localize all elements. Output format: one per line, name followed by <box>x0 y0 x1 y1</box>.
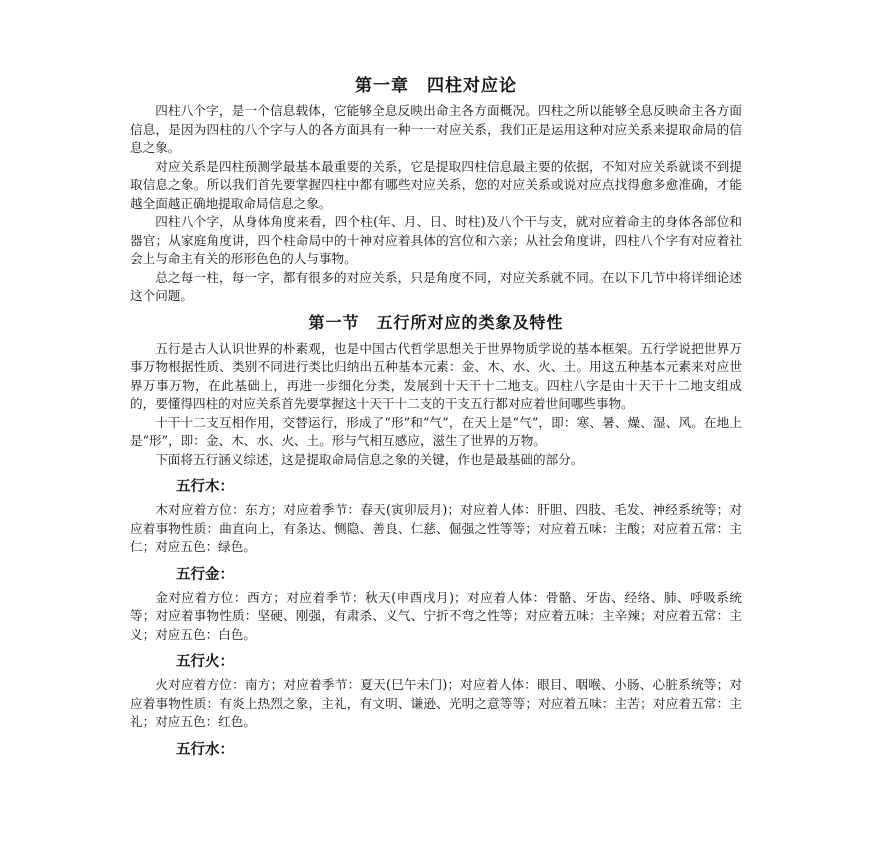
element-heading-water: 五行水： <box>176 740 234 758</box>
element-text-metal: 金对应着方位：西方；对应着季节：秋天(申酉戌月)；对应着人体：骨骼、牙齿、经络、肺、呼吸系统等；对应着事物性质：坚硬、刚强，有肃杀、义气、宁折不弯之性等；对应着五味：主辛辣；对应着五常：主义；对应五色：白色。 <box>130 589 742 642</box>
intro-paragraph-4: 总之每一柱，每一字，都有很多的对应关系，只是角度不同，对应关系就不同。在以下几节中将详细论述这个问题。 <box>130 269 742 303</box>
document-page <box>130 74 742 764</box>
intro-paragraph-3: 四柱八个字，从身体角度来看，四个柱(年、月、日、时柱)及八个干与支，就对应着命主的身体各部位和器官；从家庭角度讲，四个柱命局中的十神对应着具体的宫位和六亲；从社会角度讲，四柱八个字有对应着社会上与命主有关的形形色色的人与事物。 <box>130 214 742 266</box>
element-heading-wood: 五行木： <box>176 478 234 495</box>
element-text-wood: 木对应着方位：东方；对应着季节：春天(寅卯辰月)；对应着人体：肝胆、四肢、毛发、神经系统等；对应着事物性质：曲直向上，有条达、恻隐、善良、仁慈、倔强之性等等；对应着五味：主酸；对应着五常：主仁；对应五色：绿色。 <box>130 502 742 554</box>
section-title: 第一节 五行所对应的类象及特性 <box>308 312 564 332</box>
section-paragraph-2: 十干十二支互相作用，交替运行，形成了“形”和“气”，在天上是“气”，即：寒、暑、燥、湿、风。在地上是“形”，即：金、木、水、火、土。形与气相互感应，滋生了世界的万物。 <box>130 414 742 448</box>
intro-paragraph-2: 对应关系是四柱预测学最基本最重要的关系，它是提取四柱信息最主要的依据，不知对应关系就谈不到提取信息之象。所以我们首先要掌握四柱中都有哪些对应关系，您的对应关系或说对应点找得愈多愈准确，才能越全面越正确地提取命局信息之象。 <box>130 158 742 211</box>
intro-paragraph-1: 四柱八个字，是一个信息载体，它能够全息反映出命主各方面概况。四柱之所以能够全息反映命主各方面信息，是因为四柱的八个字与人的各方面具有一种一一对应关系，我们正是运用这种对应关系来提取命局的信息之象。 <box>130 103 742 155</box>
chapter-title: 第一章 四柱对应论 <box>355 76 517 96</box>
section-paragraph-3: 下面将五行涵义综述，这是提取命局信息之象的关键，作也是最基础的部分。 <box>155 451 584 467</box>
element-text-fire: 火对应着方位：南方；对应着季节：夏天(巳午未门)；对应着人体：眼目、咽喉、小肠、心脏系统等；对应着事物性质：有炎上热烈之象，主礼，有文明、谦逊、光明之意等等；对应着五味：主苦；对应着五常：主礼；对应五色：红色。 <box>130 677 742 729</box>
element-heading-fire: 五行火： <box>176 653 234 670</box>
section-paragraph-1: 五行是古人认识世界的朴素观，也是中国古代哲学思想关于世界物质学说的基本框架。五行学说把世界万事万物根据性质、类别不同进行类比归纳出五种基本元素：金、木、水、火、土。用这五种基本元素来对应世界万事万物，在此基础上，再进一步细化分类，发展到十天干十二地支。四柱八字是由十天干十二地支组成的，要懂得四柱的对应关系首先要掌握这十天干十二支的干支五行都对应着世间哪些事物。 <box>130 340 742 411</box>
element-heading-metal: 五行金： <box>176 565 234 583</box>
